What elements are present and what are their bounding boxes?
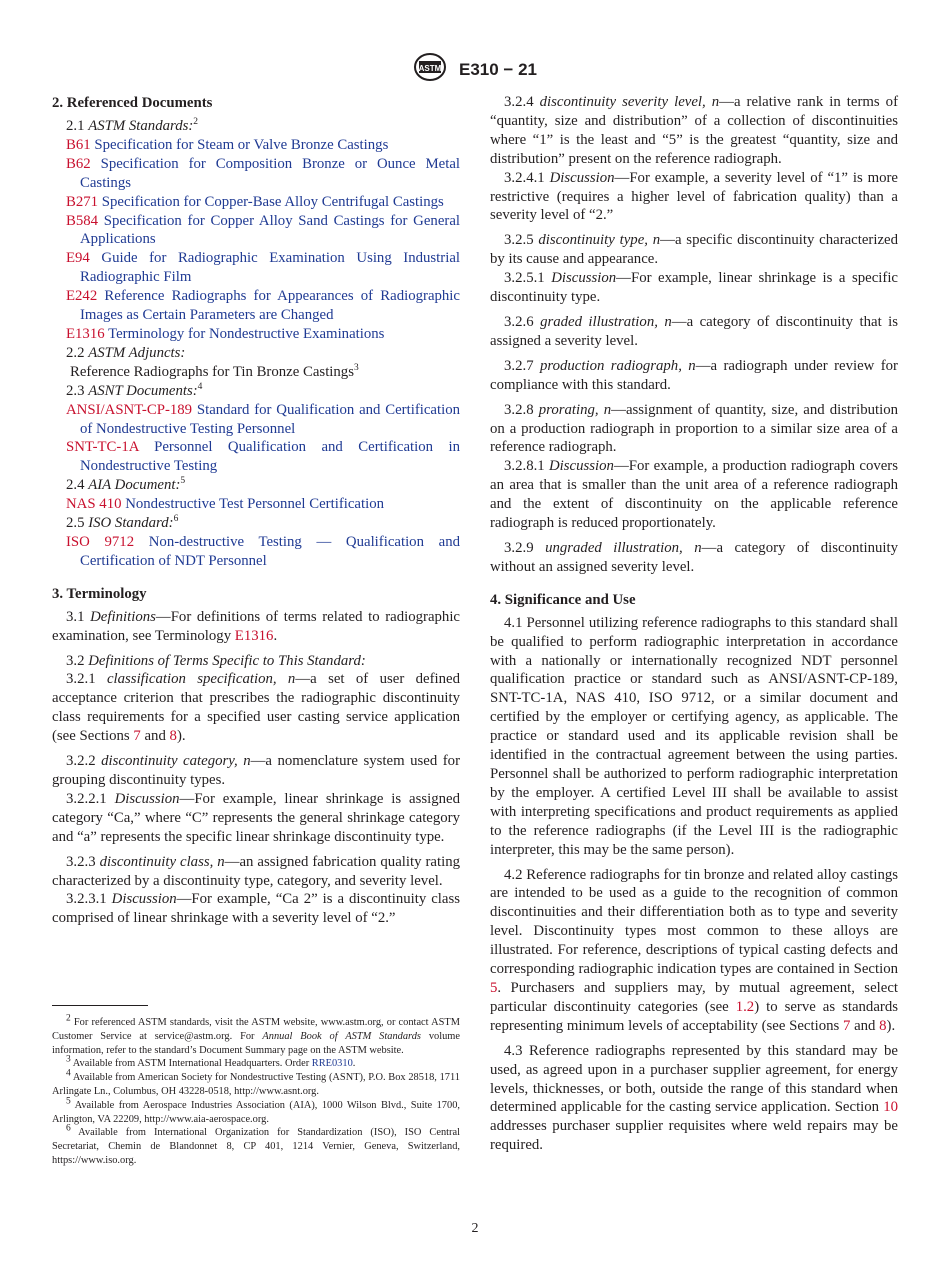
footnote-5: $^5$ Available from Aerospace Industries Association (AIA), 1000 Wilson Blvd., Suite 1700, Arlington, VA 22209, http://www.aia-aerospace.org. bbox=[52, 1096, 460, 1125]
subsection-2-1: 2.1 ASTM Standards:$^2$ bbox=[66, 117, 199, 134]
link-section-8[interactable]: 8 bbox=[879, 1017, 887, 1034]
link-section-5[interactable]: 5 bbox=[490, 979, 498, 996]
document-designation: E310 − 21 bbox=[459, 59, 537, 79]
subsection-2-2: 2.2 ASTM Adjuncts: bbox=[66, 344, 186, 361]
link-section-1-2[interactable]: 1.2 bbox=[735, 998, 755, 1015]
ref-b271[interactable]: B271 Specification for Copper-Base Alloy Centrifugal Castings bbox=[66, 193, 444, 210]
para-3-2-5-1: 3.2.5.1 Discussion—For example, linear shrinkage is a specific discontinuity type. bbox=[490, 270, 899, 306]
astm-logo-icon bbox=[413, 52, 447, 87]
ref-e1316[interactable]: E1316 Terminology for Nondestructive Examinations bbox=[66, 325, 385, 342]
para-4-3: 4.3 Reference radiographs represented by this standard may be used, as agreed upon in a purchaser supplier agreement, for energy levels, thicknesses, or both, outside the range of this standard when determined applicable for the casting service application. Section 10 addresses purchaser supplier requisites where weld repairs may be required. bbox=[490, 1042, 898, 1154]
footnote-2: $^2$ For referenced ASTM standards, visit the ASTM website, www.astm.org, or contact ASTM Customer Service at service@astm.org. For Annual Book of ASTM Standards volume information, refer to the standard’s Document Summary page on the ASTM website. bbox=[52, 1013, 461, 1056]
para-3-1: 3.1 Definitions—For definitions of terms related to radiographic examination, see Terminology E1316. bbox=[52, 608, 460, 644]
page-header bbox=[0, 52, 950, 87]
para-3-2-6: 3.2.6 graded illustration, n—a category of discontinuity that is assigned a severity level. bbox=[490, 313, 899, 349]
section-2-heading: 2. Referenced Documents bbox=[52, 95, 213, 111]
ref-nas-410[interactable]: NAS 410 Nondestructive Test Personnel Certification bbox=[66, 496, 385, 513]
subsection-2-5: 2.5 ISO Standard:$^6$ bbox=[66, 514, 179, 532]
subsection-2-4: 2.4 AIA Document:$^5$ bbox=[66, 476, 186, 494]
para-3-2-3: 3.2.3 discontinuity class, n—an assigned fabrication quality rating characterized by a discontinuity type, category, and severity level. bbox=[52, 853, 461, 889]
ref-snt-tc-1a[interactable]: SNT-TC-1A Personnel Qualification and Certification in Nondestructive Testing bbox=[66, 439, 461, 475]
section-4-heading: 4. Significance and Use bbox=[490, 591, 636, 608]
svg-text:ASTM: ASTM bbox=[418, 64, 442, 73]
para-3-2-4-1: 3.2.4.1 Discussion—For example, a severity level of “1” is more restrictive (requires a higher level of fabrication quality) than a severity level of “2.” bbox=[490, 169, 898, 224]
ref-b61[interactable]: B61 Specification for Steam or Valve Bronze Castings bbox=[66, 136, 389, 153]
footnote-4: $^4$ Available from American Society for Nondestructive Testing (ASNT), P.O. Box 28518, 1711 Arlingate Ln., Columbus, OH 43228-0518, http://www.asnt.org. bbox=[52, 1068, 460, 1097]
para-3-2-7: 3.2.7 production radiograph, n—a radiograph under review for compliance with this standard. bbox=[490, 357, 898, 393]
para-3-2-3-1: 3.2.3.1 Discussion—For example, “Ca 2” is a discontinuity class comprised of linear shrinkage with a severity level of “2.” bbox=[52, 891, 460, 927]
footnote-6: $^6$ Available from International Organization for Standardization (ISO), ISO Central Secretariat, Chemin de Blandonnet 8, CP 401, 1214 Vernier, Geneva, Switzerland, https://www.iso.org. bbox=[52, 1123, 460, 1166]
footnotes bbox=[52, 1013, 461, 1168]
footnote-3: $^3$ Available from ASTM International Headquarters. Order RRE0310. bbox=[66, 1054, 356, 1070]
link-section-7[interactable]: 7 bbox=[842, 1017, 851, 1034]
adjunct-item: Reference Radiographs for Tin Bronze Castings$^3$ bbox=[70, 362, 359, 380]
para-4-1: 4.1 Personnel utilizing reference radiographs to this standard shall be qualified to perform radiographic interpretation in accordance with a nationally or internationally recognized NDT personnel qualification practice or standard such as ANSI/ASNT-CP-189, SNT-TC-1A, NAS 410, ISO 9712, or a similar document and certified by the employer or certifying agency, as applicable. The practice or standard used and its applicable revision shall be identified in the contractual agreement between the using parties. Personnel shall be authorized to perform radiographic interpretation by the employer. A certified Level III shall be available to assist with interpreting specifications and product requirements as applied to the reference radiographs (if the Level III is the radiographic interpreter, this may be the same person). bbox=[490, 614, 898, 858]
link-rre0310[interactable]: RRE0310 bbox=[311, 1058, 353, 1070]
ref-e242[interactable]: E242 Reference Radiographs for Appearances of Radiographic Images as Certain Parameters are Changed bbox=[66, 288, 460, 324]
para-3-2-2-1: 3.2.2.1 Discussion—For example, linear shrinkage is assigned category “Ca,” where “C” represents the general shrinkage category and “a” represents the specific linear shrinkage discontinuity type. bbox=[52, 790, 460, 845]
link-section-7[interactable]: 7 bbox=[133, 728, 141, 745]
para-3-2-1: 3.2.1 classification specification, n—a set of user defined acceptance criterion that prescribes the radiographic discontinuity class requirements for a specified user casting service application (see Sections 7 and 8). bbox=[52, 671, 460, 745]
link-e1316[interactable]: E1316 bbox=[234, 627, 274, 644]
para-3-2-4: 3.2.4 discontinuity severity level, n—a relative rank in terms of “quantity, size and distribution” of a collection of discontinuities where “1” is the least and “5” is the greatest “quantity, size and distribution” present on the reference radiograph. bbox=[490, 94, 899, 167]
para-3-2-8-1: 3.2.8.1 Discussion—For example, a production radiograph covers an area that is smaller than the unit area of a reference radiograph and the extent of discontinuity on the applicable reference radiograph is reduced proportionately. bbox=[490, 458, 898, 532]
link-section-8[interactable]: 8 bbox=[169, 728, 177, 745]
para-3-2-5: 3.2.5 discontinuity type, n—a specific discontinuity characterized by its cause and appearance. bbox=[490, 232, 899, 268]
page-number: 2 bbox=[471, 1221, 479, 1236]
section-3-heading: 3. Terminology bbox=[52, 585, 147, 602]
para-3-2-2: 3.2.2 discontinuity category, n—a nomenclature system used for grouping discontinuity types. bbox=[52, 753, 460, 788]
link-section-10[interactable]: 10 bbox=[883, 1099, 898, 1116]
para-3-2-9: 3.2.9 ungraded illustration, n—a category of discontinuity without an assigned severity level. bbox=[490, 539, 898, 575]
ref-ansi-asnt-cp-189[interactable]: ANSI/ASNT-CP-189 Standard for Qualification and Certification of Nondestructive Testing Personnel bbox=[66, 401, 461, 437]
para-4-2: 4.2 Reference radiographs for tin bronze and related alloy castings are intended to be used as a guide to the recognition of common discontinuities and their differentiation both as to type and severity level. Discontinuity types most common to these alloys are illustrated. For reference, descriptions of typical casting defects and corresponding radiographic indication types are contained in Section 5. Purchasers and suppliers may, by mutual agreement, select particular discontinuity categories (see 1.2) to serve as standards representing minimum levels of acceptability (see Sections 7 and 8). bbox=[490, 866, 898, 1034]
ref-b584[interactable]: B584 Specification for Copper Alloy Sand Castings for General Applications bbox=[66, 212, 460, 248]
footnote-rule bbox=[52, 1005, 148, 1006]
ref-iso-9712[interactable]: ISO 9712 Non-destructive Testing — Qualification and Certification of NDT Personnel bbox=[66, 533, 460, 569]
para-3-2-8: 3.2.8 prorating, n—assignment of quantity, size, and distribution on a production radiograph in proportion to a similar size area of a reference radiograph. bbox=[490, 401, 899, 456]
ref-e94[interactable]: E94 Guide for Radiographic Examination Using Industrial Radiographic Film bbox=[66, 250, 460, 286]
right-column bbox=[490, 93, 898, 1155]
para-3-2: 3.2 Definitions of Terms Specific to This Standard: bbox=[66, 652, 366, 669]
left-column bbox=[52, 93, 460, 928]
subsection-2-3: 2.3 ASNT Documents:$^4$ bbox=[66, 381, 203, 399]
ref-b62[interactable]: B62 Specification for Composition Bronze or Ounce Metal Castings bbox=[66, 155, 461, 191]
